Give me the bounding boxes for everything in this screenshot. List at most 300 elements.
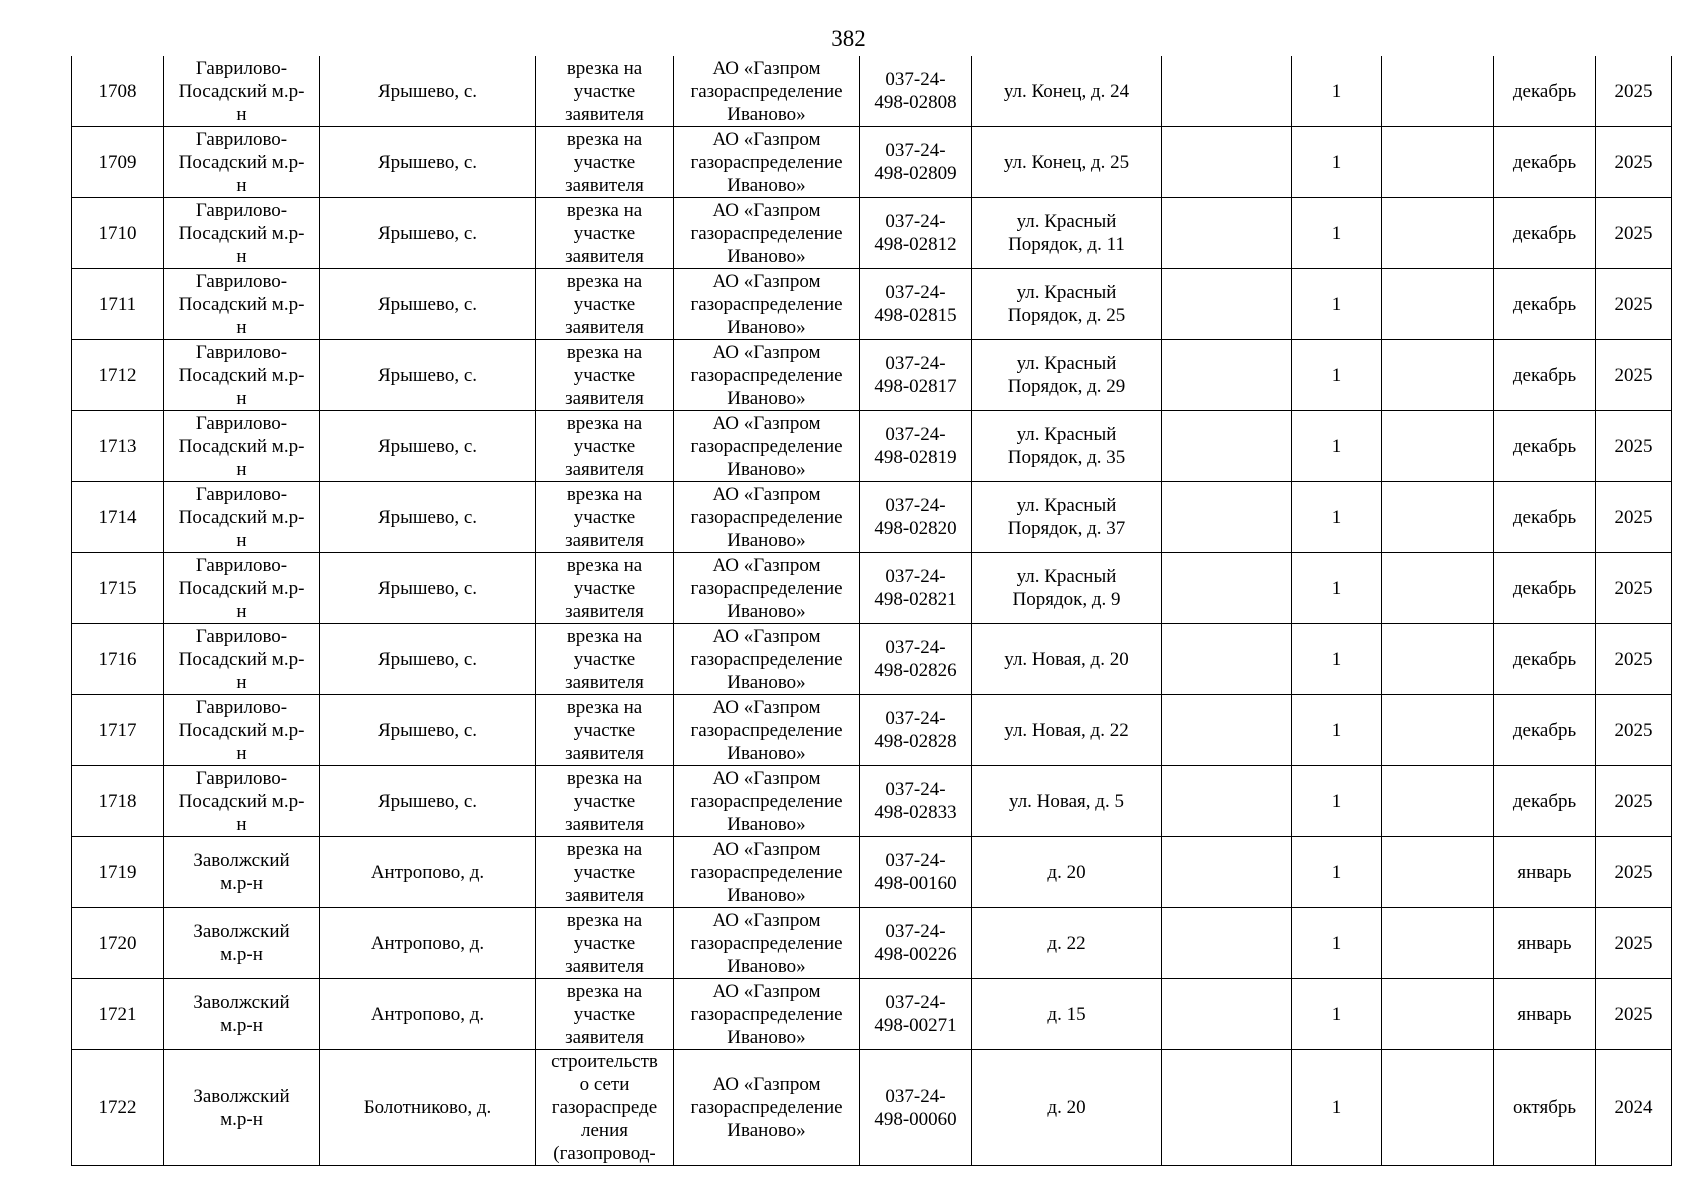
cell-organization-line: Иваново»: [727, 955, 806, 977]
cell-district-line: Гаврилово-: [195, 483, 288, 505]
cell-application-code-line: 498-00060: [874, 1108, 957, 1130]
cell-district-line: н: [236, 387, 247, 409]
cell-district-line: Гаврилово-: [195, 270, 288, 292]
cell-organization-line: Иваново»: [727, 529, 806, 551]
table-row: [72, 695, 1672, 766]
cell-work-type: [536, 837, 674, 908]
cell-empty: [1382, 979, 1494, 1050]
cell-address: [972, 979, 1162, 1050]
table-row: [72, 198, 1672, 269]
cell-settlement: Ярышево, с.: [320, 127, 536, 198]
cell-organization-line: газораспределение: [690, 293, 843, 315]
cell-application-code-line: 498-00160: [874, 873, 957, 894]
cell-year: 2025: [1596, 482, 1672, 553]
cell-work-type-line: врезка на: [566, 412, 643, 434]
cell-quantity: 1: [1292, 837, 1382, 908]
cell-year: 2025: [1596, 553, 1672, 624]
cell-work-type-line: участке: [573, 222, 636, 244]
cell-organization-line: газораспределение: [690, 222, 843, 244]
cell-address-line: ул. Конец, д. 25: [1003, 151, 1130, 173]
cell-empty: [1382, 1050, 1494, 1166]
cell-district-line: Гаврилово-: [195, 625, 288, 647]
cell-work-type-line: ления: [581, 1120, 628, 1141]
cell-work-type-line: заявителя: [565, 813, 644, 835]
cell-organization-line: АО «Газпром: [712, 199, 821, 221]
cell-year: 2025: [1596, 56, 1672, 127]
cell-work-type-line: заявителя: [565, 316, 644, 338]
cell-quantity: 1: [1292, 553, 1382, 624]
cell-organization-line: Иваново»: [727, 316, 806, 338]
cell-organization-line: Иваново»: [727, 458, 806, 480]
cell-application-code-line: 037-24-: [885, 850, 946, 871]
cell-district-line: н: [236, 245, 247, 267]
cell-district: [164, 766, 320, 837]
cell-address-line: Порядок, д. 37: [1007, 518, 1126, 539]
cell-month: октябрь: [1494, 1050, 1596, 1166]
cell-work-type-line: врезка на: [566, 625, 643, 647]
cell-quantity: 1: [1292, 127, 1382, 198]
cell-application-code: [860, 553, 972, 624]
cell-organization: [674, 553, 860, 624]
cell-work-type-line: (газопровод-: [553, 1143, 656, 1164]
cell-district: [164, 482, 320, 553]
table-row: [72, 837, 1672, 908]
cell-work-type: [536, 624, 674, 695]
cell-quantity: 1: [1292, 695, 1382, 766]
cell-work-type: [536, 198, 674, 269]
cell-number: 1715: [72, 553, 164, 624]
cell-organization-line: АО «Газпром: [712, 270, 821, 292]
cell-organization: [674, 269, 860, 340]
cell-month: декабрь: [1494, 553, 1596, 624]
cell-district-line: Гаврилово-: [195, 767, 288, 789]
cell-organization-line: газораспределение: [690, 506, 843, 528]
table-row: [72, 766, 1672, 837]
cell-district-line: Посадский м.р-: [178, 80, 305, 102]
cell-address-line: ул. Красный: [1016, 211, 1117, 232]
table-row: [72, 56, 1672, 127]
cell-work-type: [536, 1050, 674, 1166]
cell-organization: [674, 766, 860, 837]
cell-district: [164, 340, 320, 411]
cell-work-type-line: участке: [573, 861, 636, 883]
cell-organization-line: АО «Газпром: [712, 625, 821, 647]
cell-organization-line: газораспределение: [690, 80, 843, 102]
cell-empty: [1162, 127, 1292, 198]
cell-work-type-line: участке: [573, 719, 636, 741]
cell-empty: [1162, 837, 1292, 908]
cell-empty: [1382, 908, 1494, 979]
cell-district: [164, 695, 320, 766]
cell-number: 1717: [72, 695, 164, 766]
table-row: [72, 269, 1672, 340]
cell-organization-line: газораспределение: [690, 790, 843, 812]
cell-number: 1722: [72, 1050, 164, 1166]
cell-address-line: ул. Красный: [1016, 495, 1117, 516]
cell-empty: [1382, 624, 1494, 695]
cell-quantity: 1: [1292, 269, 1382, 340]
cell-work-type-line: заявителя: [565, 245, 644, 267]
cell-organization: [674, 1050, 860, 1166]
cell-settlement: Ярышево, с.: [320, 269, 536, 340]
cell-empty: [1162, 269, 1292, 340]
cell-district-line: н: [236, 671, 247, 693]
cell-number: 1711: [72, 269, 164, 340]
cell-application-code: [860, 624, 972, 695]
cell-empty: [1382, 837, 1494, 908]
cell-address-line: Порядок, д. 25: [1007, 305, 1126, 326]
cell-district: [164, 198, 320, 269]
cell-district-line: н: [236, 813, 247, 835]
cell-year: 2025: [1596, 127, 1672, 198]
cell-quantity: 1: [1292, 766, 1382, 837]
cell-organization: [674, 837, 860, 908]
cell-district: [164, 411, 320, 482]
cell-empty: [1162, 553, 1292, 624]
cell-organization: [674, 127, 860, 198]
cell-application-code-line: 037-24-: [885, 921, 946, 942]
cell-district: [164, 269, 320, 340]
cell-empty: [1382, 340, 1494, 411]
cell-empty: [1162, 624, 1292, 695]
cell-work-type: [536, 553, 674, 624]
cell-organization-line: газораспределение: [690, 577, 843, 599]
cell-work-type-line: заявителя: [565, 387, 644, 409]
cell-organization-line: Иваново»: [727, 387, 806, 409]
cell-empty: [1162, 198, 1292, 269]
cell-work-type-line: врезка на: [566, 341, 643, 363]
cell-organization-line: Иваново»: [727, 1120, 806, 1141]
cell-work-type-line: заявителя: [565, 1026, 644, 1048]
cell-settlement: Ярышево, с.: [320, 624, 536, 695]
cell-district-line: Заволжский: [193, 992, 290, 1013]
cell-work-type-line: участке: [573, 790, 636, 812]
cell-application-code-line: 037-24-: [885, 69, 946, 90]
cell-empty: [1162, 56, 1292, 127]
cell-number: 1720: [72, 908, 164, 979]
cell-year: 2025: [1596, 624, 1672, 695]
cell-address-line: ул. Красный: [1016, 282, 1117, 303]
page-number: 382: [831, 26, 866, 51]
cell-organization-line: АО «Газпром: [712, 1074, 821, 1095]
cell-organization-line: АО «Газпром: [712, 909, 821, 931]
table-row: [72, 127, 1672, 198]
cell-district: [164, 624, 320, 695]
cell-year: 2025: [1596, 908, 1672, 979]
cell-settlement: Ярышево, с.: [320, 482, 536, 553]
cell-year: 2025: [1596, 269, 1672, 340]
cell-address-line: ул. Красный: [1016, 566, 1117, 587]
cell-organization-line: Иваново»: [727, 174, 806, 196]
cell-work-type-line: заявителя: [565, 671, 644, 693]
table-row: [72, 553, 1672, 624]
cell-month: январь: [1494, 908, 1596, 979]
cell-work-type: [536, 766, 674, 837]
cell-organization-line: АО «Газпром: [712, 412, 821, 434]
cell-work-type: [536, 340, 674, 411]
cell-empty: [1382, 766, 1494, 837]
cell-number: 1718: [72, 766, 164, 837]
cell-work-type-line: газораспреде: [551, 1097, 658, 1118]
cell-organization-line: АО «Газпром: [712, 696, 821, 718]
cell-district-line: м.р-н: [220, 944, 263, 965]
cell-district-line: н: [236, 316, 247, 338]
cell-application-code-line: 037-24-: [885, 211, 946, 232]
cell-month: декабрь: [1494, 482, 1596, 553]
cell-application-code-line: 498-02828: [874, 731, 957, 752]
cell-organization-line: АО «Газпром: [712, 341, 821, 363]
cell-organization-line: газораспределение: [690, 719, 843, 741]
cell-address-line: ул. Новая, д. 22: [1004, 719, 1129, 741]
cell-application-code-line: 498-02817: [874, 376, 957, 397]
table-row: [72, 908, 1672, 979]
cell-district-line: Заволжский: [193, 921, 290, 942]
cell-district-line: Гаврилово-: [195, 412, 288, 434]
cell-address: [972, 624, 1162, 695]
cell-work-type-line: участке: [573, 932, 636, 954]
cell-empty: [1162, 1050, 1292, 1166]
cell-empty: [1162, 411, 1292, 482]
cell-address: [972, 908, 1162, 979]
cell-number: 1712: [72, 340, 164, 411]
cell-application-code-line: 498-02820: [874, 518, 957, 539]
cell-organization: [674, 624, 860, 695]
cell-work-type: [536, 411, 674, 482]
cell-work-type-line: участке: [573, 648, 636, 670]
cell-organization: [674, 198, 860, 269]
cell-empty: [1162, 340, 1292, 411]
cell-organization-line: АО «Газпром: [712, 554, 821, 576]
cell-settlement: Ярышево, с.: [320, 198, 536, 269]
cell-number: 1714: [72, 482, 164, 553]
cell-district-line: Гаврилово-: [195, 57, 288, 79]
cell-district-line: н: [236, 174, 247, 196]
registry-body: [72, 56, 1672, 1166]
cell-application-code: [860, 979, 972, 1050]
cell-empty: [1162, 766, 1292, 837]
cell-address-line: ул. Новая, д. 20: [1004, 648, 1129, 670]
cell-work-type-line: врезка на: [566, 270, 643, 292]
cell-application-code: [860, 695, 972, 766]
cell-work-type-line: заявителя: [565, 458, 644, 480]
cell-settlement: Антропово, д.: [320, 837, 536, 908]
cell-organization: [674, 908, 860, 979]
cell-quantity: 1: [1292, 908, 1382, 979]
cell-settlement: Ярышево, с.: [320, 340, 536, 411]
cell-month: декабрь: [1494, 411, 1596, 482]
cell-organization-line: газораспределение: [690, 861, 843, 883]
cell-district-line: Гаврилово-: [195, 128, 288, 150]
cell-address: [972, 127, 1162, 198]
cell-application-code: [860, 1050, 972, 1166]
cell-work-type-line: заявителя: [565, 174, 644, 196]
cell-application-code-line: 037-24-: [885, 708, 946, 729]
cell-application-code-line: 498-02815: [874, 305, 957, 326]
cell-work-type: [536, 695, 674, 766]
cell-application-code-line: 498-00226: [874, 944, 957, 965]
cell-address-line: Порядок, д. 9: [1012, 589, 1121, 610]
cell-district-line: н: [236, 529, 247, 551]
cell-work-type-line: врезка на: [566, 483, 643, 505]
cell-organization: [674, 482, 860, 553]
cell-settlement: Ярышево, с.: [320, 766, 536, 837]
cell-number: 1709: [72, 127, 164, 198]
cell-empty: [1382, 269, 1494, 340]
cell-address-line: ул. Конец, д. 24: [1003, 80, 1130, 102]
cell-work-type-line: заявителя: [565, 529, 644, 551]
cell-work-type: [536, 908, 674, 979]
cell-organization-line: Иваново»: [727, 671, 806, 693]
cell-district-line: м.р-н: [220, 1108, 263, 1130]
cell-application-code: [860, 908, 972, 979]
cell-work-type-line: врезка на: [566, 909, 643, 931]
cell-district: [164, 127, 320, 198]
cell-organization-line: АО «Газпром: [712, 980, 821, 1002]
cell-organization-line: АО «Газпром: [712, 128, 821, 150]
cell-district-line: Заволжский: [193, 1085, 290, 1107]
cell-organization-line: Иваново»: [727, 245, 806, 267]
cell-work-type-line: участке: [573, 577, 636, 599]
cell-district: [164, 837, 320, 908]
cell-address: [972, 269, 1162, 340]
cell-year: 2024: [1596, 1050, 1672, 1166]
cell-organization: [674, 411, 860, 482]
cell-work-type: [536, 269, 674, 340]
cell-year: 2025: [1596, 837, 1672, 908]
cell-organization-line: АО «Газпром: [712, 57, 821, 79]
table-row: [72, 979, 1672, 1050]
cell-organization-line: Иваново»: [727, 813, 806, 835]
cell-application-code: [860, 766, 972, 837]
cell-empty: [1162, 908, 1292, 979]
cell-address: [972, 766, 1162, 837]
cell-work-type-line: врезка на: [566, 199, 643, 221]
cell-month: декабрь: [1494, 269, 1596, 340]
cell-application-code: [860, 837, 972, 908]
cell-month: январь: [1494, 837, 1596, 908]
cell-work-type-line: участке: [573, 435, 636, 457]
cell-address: [972, 837, 1162, 908]
cell-work-type-line: врезка на: [566, 57, 643, 79]
cell-work-type-line: заявителя: [565, 742, 644, 764]
cell-organization-line: газораспределение: [690, 648, 843, 670]
cell-address: [972, 482, 1162, 553]
cell-quantity: 1: [1292, 482, 1382, 553]
cell-district-line: Посадский м.р-: [178, 577, 305, 599]
cell-organization-line: газораспределение: [690, 151, 843, 173]
cell-number: 1721: [72, 979, 164, 1050]
cell-district-line: Гаврилово-: [195, 199, 288, 221]
cell-address: [972, 695, 1162, 766]
table-row: [72, 411, 1672, 482]
cell-district-line: н: [236, 458, 247, 480]
cell-address-line: Порядок, д. 11: [1008, 234, 1125, 255]
cell-district-line: Посадский м.р-: [178, 435, 305, 457]
cell-work-type-line: участке: [573, 1003, 636, 1025]
cell-district-line: Гаврилово-: [195, 554, 288, 576]
cell-application-code: [860, 127, 972, 198]
cell-work-type-line: о сети: [579, 1074, 630, 1095]
cell-work-type-line: участке: [573, 364, 636, 386]
cell-application-code: [860, 340, 972, 411]
cell-organization: [674, 695, 860, 766]
cell-number: 1713: [72, 411, 164, 482]
cell-organization-line: Иваново»: [727, 742, 806, 764]
cell-month: декабрь: [1494, 766, 1596, 837]
cell-address: [972, 198, 1162, 269]
cell-quantity: 1: [1292, 56, 1382, 127]
cell-work-type-line: заявителя: [565, 955, 644, 977]
cell-application-code-line: 498-00271: [874, 1015, 957, 1036]
cell-application-code-line: 037-24-: [885, 140, 946, 161]
cell-settlement: Ярышево, с.: [320, 553, 536, 624]
cell-address: [972, 56, 1162, 127]
cell-number: 1716: [72, 624, 164, 695]
cell-work-type-line: врезка на: [566, 980, 643, 1002]
cell-application-code-line: 037-24-: [885, 282, 946, 303]
cell-work-type-line: врезка на: [566, 554, 643, 576]
cell-application-code-line: 037-24-: [885, 353, 946, 374]
cell-work-type: [536, 979, 674, 1050]
cell-year: 2025: [1596, 340, 1672, 411]
cell-quantity: 1: [1292, 340, 1382, 411]
cell-organization-line: АО «Газпром: [712, 483, 821, 505]
cell-empty: [1382, 127, 1494, 198]
cell-organization-line: газораспределение: [690, 932, 843, 954]
cell-year: 2025: [1596, 695, 1672, 766]
cell-application-code-line: 037-24-: [885, 566, 946, 587]
cell-address: [972, 553, 1162, 624]
cell-application-code-line: 037-24-: [885, 779, 946, 800]
cell-organization-line: газораспределение: [690, 364, 843, 386]
cell-organization-line: Иваново»: [727, 103, 806, 125]
cell-district-line: н: [236, 103, 247, 125]
cell-number: 1719: [72, 837, 164, 908]
cell-quantity: 1: [1292, 624, 1382, 695]
cell-empty: [1382, 695, 1494, 766]
cell-district-line: Гаврилово-: [195, 341, 288, 363]
cell-settlement: Ярышево, с.: [320, 56, 536, 127]
cell-organization-line: газораспределение: [690, 1097, 843, 1118]
cell-year: 2025: [1596, 198, 1672, 269]
cell-district: [164, 56, 320, 127]
cell-work-type: [536, 482, 674, 553]
cell-year: 2025: [1596, 766, 1672, 837]
cell-district-line: Заволжский: [193, 850, 290, 871]
cell-district: [164, 553, 320, 624]
cell-work-type-line: участке: [573, 293, 636, 315]
cell-application-code-line: 037-24-: [885, 424, 946, 445]
cell-month: декабрь: [1494, 695, 1596, 766]
cell-application-code-line: 498-02826: [874, 660, 957, 681]
cell-empty: [1162, 979, 1292, 1050]
cell-district-line: н: [236, 600, 247, 622]
cell-district-line: Посадский м.р-: [178, 648, 305, 670]
cell-month: декабрь: [1494, 198, 1596, 269]
cell-district-line: Посадский м.р-: [178, 719, 305, 741]
cell-district: [164, 979, 320, 1050]
cell-application-code-line: 498-02833: [874, 802, 957, 823]
cell-empty: [1382, 553, 1494, 624]
cell-district-line: Гаврилово-: [195, 696, 288, 718]
cell-quantity: 1: [1292, 1050, 1382, 1166]
cell-work-type-line: заявителя: [565, 884, 644, 906]
cell-district-line: Посадский м.р-: [178, 151, 305, 173]
cell-organization: [674, 340, 860, 411]
cell-district: [164, 908, 320, 979]
cell-application-code: [860, 269, 972, 340]
cell-empty: [1382, 56, 1494, 127]
